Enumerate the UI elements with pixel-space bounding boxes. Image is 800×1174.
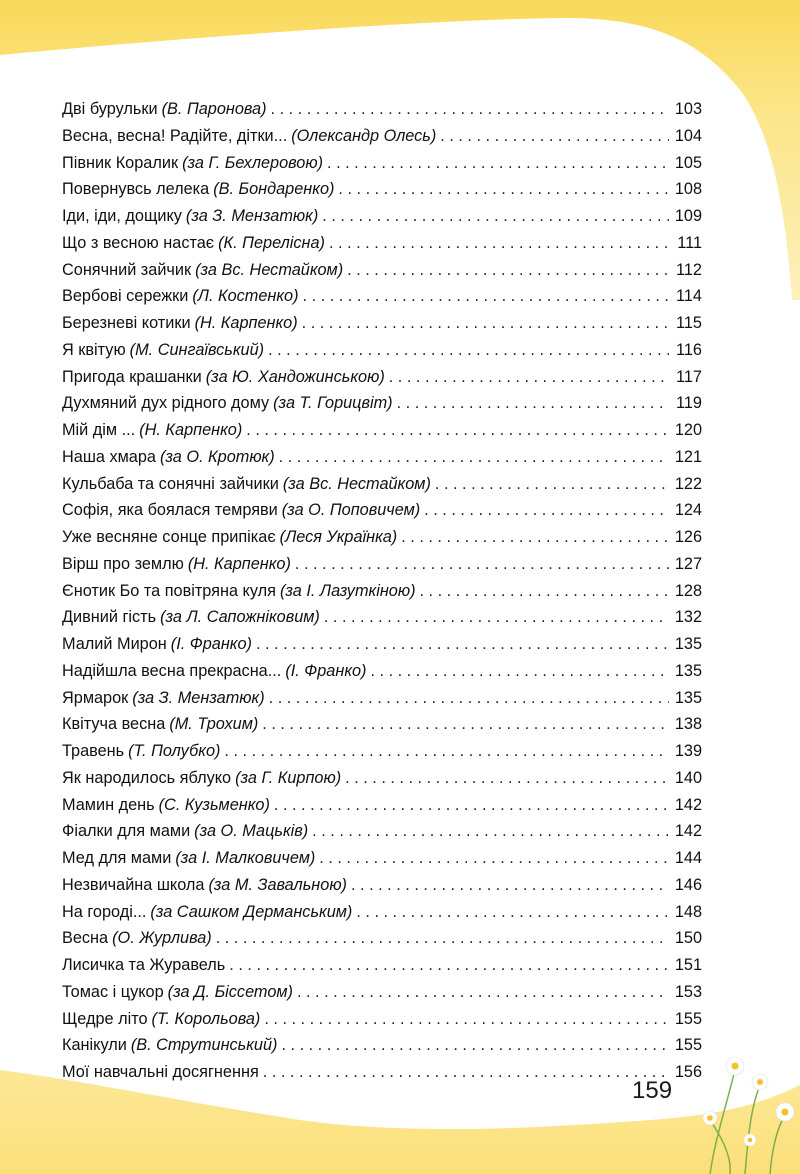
toc-entry [62,792,702,819]
dot-leader [279,444,669,471]
toc-entry-author: (за О. Мацьків) [194,822,309,841]
toc-entry-author: (К. Перелісна) [218,233,325,252]
dot-leader [356,899,669,926]
toc-entry-page: 135 [674,688,702,707]
dot-leader [324,604,669,631]
toc-entry [62,390,702,417]
toc-entry [62,952,702,979]
toc-entry-title: Софія, яка боялася темряви [62,501,278,520]
dot-leader [338,176,669,203]
toc-entry-title: Іди, іди, дощику [62,207,182,225]
toc-entry-title: Вербові сережки [62,287,189,306]
dot-leader [229,952,669,979]
toc-entry-author: (В. Струтинський) [130,1036,278,1055]
toc-entry-author: (за І. Лазуткіною) [279,581,416,600]
dot-leader [351,872,669,899]
toc-entry-title: Що з весною настає [62,233,215,252]
toc-entry-author: (за Г. Бехлеровою) [182,153,324,172]
toc-entry-author: (за Д. Біссетом) [167,982,293,1001]
toc-entry-title: Томас і цукор [62,982,164,1001]
toc-entry-page: 114 [676,287,702,306]
toc-entry-author: (за Вс. Нестайком) [282,474,431,493]
toc-entry [62,845,702,872]
toc-entry-title: Фіалки для мами [62,822,191,841]
dot-leader [264,1006,669,1033]
toc-entry [62,551,702,578]
toc-entry [62,176,702,203]
toc-entry-page: 135 [674,661,702,680]
toc-entry-author: (за О. Поповичем) [281,501,421,520]
toc-entry-title: Мамин день [62,795,155,814]
dot-leader [312,818,669,845]
toc-entry-title: Канікули [62,1036,127,1055]
toc-entry [62,1059,702,1086]
toc-entry-title: Як народилось яблуко [62,768,232,787]
toc-entry-page: 103 [674,100,702,118]
toc-entry-page: 151 [674,956,702,974]
toc-entry-author: (за І. Малковичем) [175,849,316,867]
toc-entry-title: Травень [62,742,125,760]
toc-entry-page: 128 [674,581,702,600]
toc-entry-page: 142 [674,822,702,841]
toc-entry-page: 146 [674,875,702,894]
toc-entry-page: 122 [674,474,702,493]
toc-entry-page: 142 [674,795,702,814]
toc-entry-title: Мед для мами [62,849,172,867]
toc-entry-title: На городі... [62,902,147,921]
toc-entry-title: Малий Мирон [62,635,167,653]
toc-entry-author: (за З. Мензатюк) [132,688,265,707]
toc-entry [62,96,702,123]
dot-leader [263,1059,669,1086]
toc-entry-title: Вірш про землю [62,554,184,573]
toc-entry-author: (О. Журлива) [112,929,212,948]
table-of-contents [62,96,702,1086]
toc-entry-page: 105 [674,153,702,172]
toc-entry-author: (за Сашком Дерманським) [150,902,353,921]
toc-entry-author: (В. Паронова) [161,100,267,118]
toc-entry-title: Щедре літо [62,1009,148,1028]
toc-entry [62,123,702,150]
toc-entry-title: Весна [62,929,109,948]
toc-entry-page: 135 [674,635,702,653]
toc-entry [62,899,702,926]
chamomile-flowers-illustration [690,1030,800,1174]
toc-entry-page: 132 [674,608,702,627]
toc-entry-title: Півник Коралик [62,153,179,172]
toc-entry-author: (за Вс. Нестайком) [195,260,344,279]
dot-leader [420,578,670,605]
toc-entry-page: 155 [674,1036,702,1055]
toc-entry-page: 115 [676,314,702,332]
toc-entry [62,1006,702,1033]
toc-entry-author: (І. Франко) [170,635,252,653]
toc-entry [62,765,702,792]
toc-entry-title: Дивний гість [62,608,157,627]
toc-entry [62,711,702,738]
dot-leader [256,631,669,658]
toc-entry-page: 112 [676,260,702,279]
toc-entry-page: 126 [674,528,702,546]
dot-leader [268,337,669,364]
toc-entry [62,631,702,658]
dot-leader [345,765,669,792]
toc-entry-title: Мої навчальні досягнення [62,1063,259,1081]
dot-leader [271,96,669,123]
toc-entry [62,417,702,444]
dot-leader [246,417,669,444]
toc-entry-author: (С. Кузьменко) [158,795,270,814]
toc-entry [62,872,702,899]
toc-entry-author: (Н. Карпенко) [187,554,291,573]
toc-entry [62,979,702,1006]
dot-leader [302,310,669,337]
toc-entry [62,337,702,364]
toc-entry-author: (М. Сингаївський) [129,340,265,359]
toc-entry-author: (Т. Корольова) [151,1009,261,1028]
toc-entry-page: 155 [674,1009,702,1028]
toc-entry-author: (за З. Мензатюк) [185,207,319,225]
dot-leader [274,792,669,819]
toc-entry [62,471,702,498]
toc-entry [62,524,702,551]
dot-leader [435,471,669,498]
toc-entry [62,818,702,845]
toc-entry-author: (М. Трохим) [169,715,259,734]
dot-leader [389,364,669,391]
dot-leader [327,150,669,177]
toc-entry-title: Квітуча весна [62,715,166,734]
toc-entry [62,257,702,284]
toc-entry-title: Духмяний дух рідного дому [62,394,270,413]
toc-entry [62,444,702,471]
toc-entry-page: 116 [676,340,702,359]
dot-leader [269,685,669,712]
toc-entry [62,578,702,605]
dot-leader [295,551,669,578]
toc-entry-page: 139 [674,742,702,760]
toc-entry-title: Пригода крашанки [62,367,202,386]
toc-entry-author: (В. Бондаренко) [213,180,335,199]
dot-leader [440,123,669,150]
dot-leader [370,658,669,685]
toc-entry-page: 153 [674,982,702,1001]
toc-entry [62,364,702,391]
toc-entry-title: Уже весняне сонце припікає [62,528,276,546]
toc-entry-author: (за О. Кротюк) [159,447,275,466]
toc-entry-title: Ярмарок [62,688,129,707]
toc-entry-title: Незвичайна школа [62,875,205,894]
dot-leader [424,497,669,524]
toc-entry-page: 104 [674,126,702,145]
toc-entry-title: Кульбаба та сонячні зайчики [62,474,279,493]
toc-entry-author: (за Т. Горицвіт) [273,394,393,413]
toc-entry-title: Дві бурульки [62,100,158,118]
toc-entry-author: (за Л. Сапожніковим) [160,608,320,627]
toc-entry [62,738,702,765]
dot-leader [401,524,669,551]
toc-entry-author: (Л. Костенко) [192,287,299,306]
toc-entry-author: (І. Франко) [285,661,367,680]
toc-entry-title: Надійшла весна прекрасна... [62,661,282,680]
toc-entry-author: (за Ю. Хандожинською) [205,367,385,386]
toc-entry-title: Я квітую [62,340,126,359]
toc-entry-title: Повернувсь лелека [62,180,210,199]
toc-entry [62,658,702,685]
dot-leader [329,230,669,257]
toc-entry-page: 120 [674,421,702,439]
toc-entry [62,230,702,257]
toc-entry-page: 121 [674,447,702,466]
page-number: 159 [632,1077,673,1104]
dot-leader [297,979,669,1006]
toc-entry-author: (Т. Полубко) [128,742,221,760]
toc-entry [62,925,702,952]
toc-entry-title: Березневі котики [62,314,191,332]
toc-entry-title: Лисичка та Журавель [62,956,226,974]
toc-entry [62,150,702,177]
toc-entry-page: 111 [677,233,702,252]
dot-leader [224,738,669,765]
toc-entry-title: Весна, весна! Радійте, дітки... [62,126,288,145]
toc-entry-page: 119 [676,394,702,413]
toc-entry-page: 148 [674,902,702,921]
dot-leader [262,711,669,738]
toc-entry-page: 108 [674,180,702,199]
toc-entry-title: Єнотик Бо та повітряна куля [62,581,276,600]
dot-leader [322,203,669,230]
toc-entry-author: (Олександр Олесь) [291,126,437,145]
toc-entry [62,604,702,631]
toc-entry-page: 117 [676,367,702,386]
dot-leader [303,283,669,310]
toc-entry-title: Сонячний зайчик [62,260,192,279]
toc-entry-author: (Леся Українка) [279,528,398,546]
toc-entry [62,1032,702,1059]
toc-entry-author: (Н. Карпенко) [139,421,243,439]
toc-entry-author: (за Г. Кирпою) [235,768,342,787]
toc-entry-page: 127 [674,554,702,573]
toc-entry [62,497,702,524]
toc-entry-title: Мій дім ... [62,421,136,439]
toc-entry-page: 144 [674,849,702,867]
toc-entry [62,310,702,337]
toc-entry-author: (за М. Завальною) [208,875,347,894]
toc-entry-page: 156 [674,1063,702,1081]
toc-entry [62,203,702,230]
toc-entry-page: 140 [674,768,702,787]
dot-leader [216,925,669,952]
toc-entry-page: 138 [674,715,702,734]
dot-leader [397,390,669,417]
dot-leader [281,1032,669,1059]
dot-leader [347,257,669,284]
toc-entry-title: Наша хмара [62,447,156,466]
toc-entry-author: (Н. Карпенко) [194,314,298,332]
toc-entry-page: 150 [674,929,702,948]
toc-entry [62,283,702,310]
toc-entry [62,685,702,712]
dot-leader [319,845,669,872]
toc-entry-page: 109 [674,207,702,225]
toc-entry-page: 124 [674,501,702,520]
